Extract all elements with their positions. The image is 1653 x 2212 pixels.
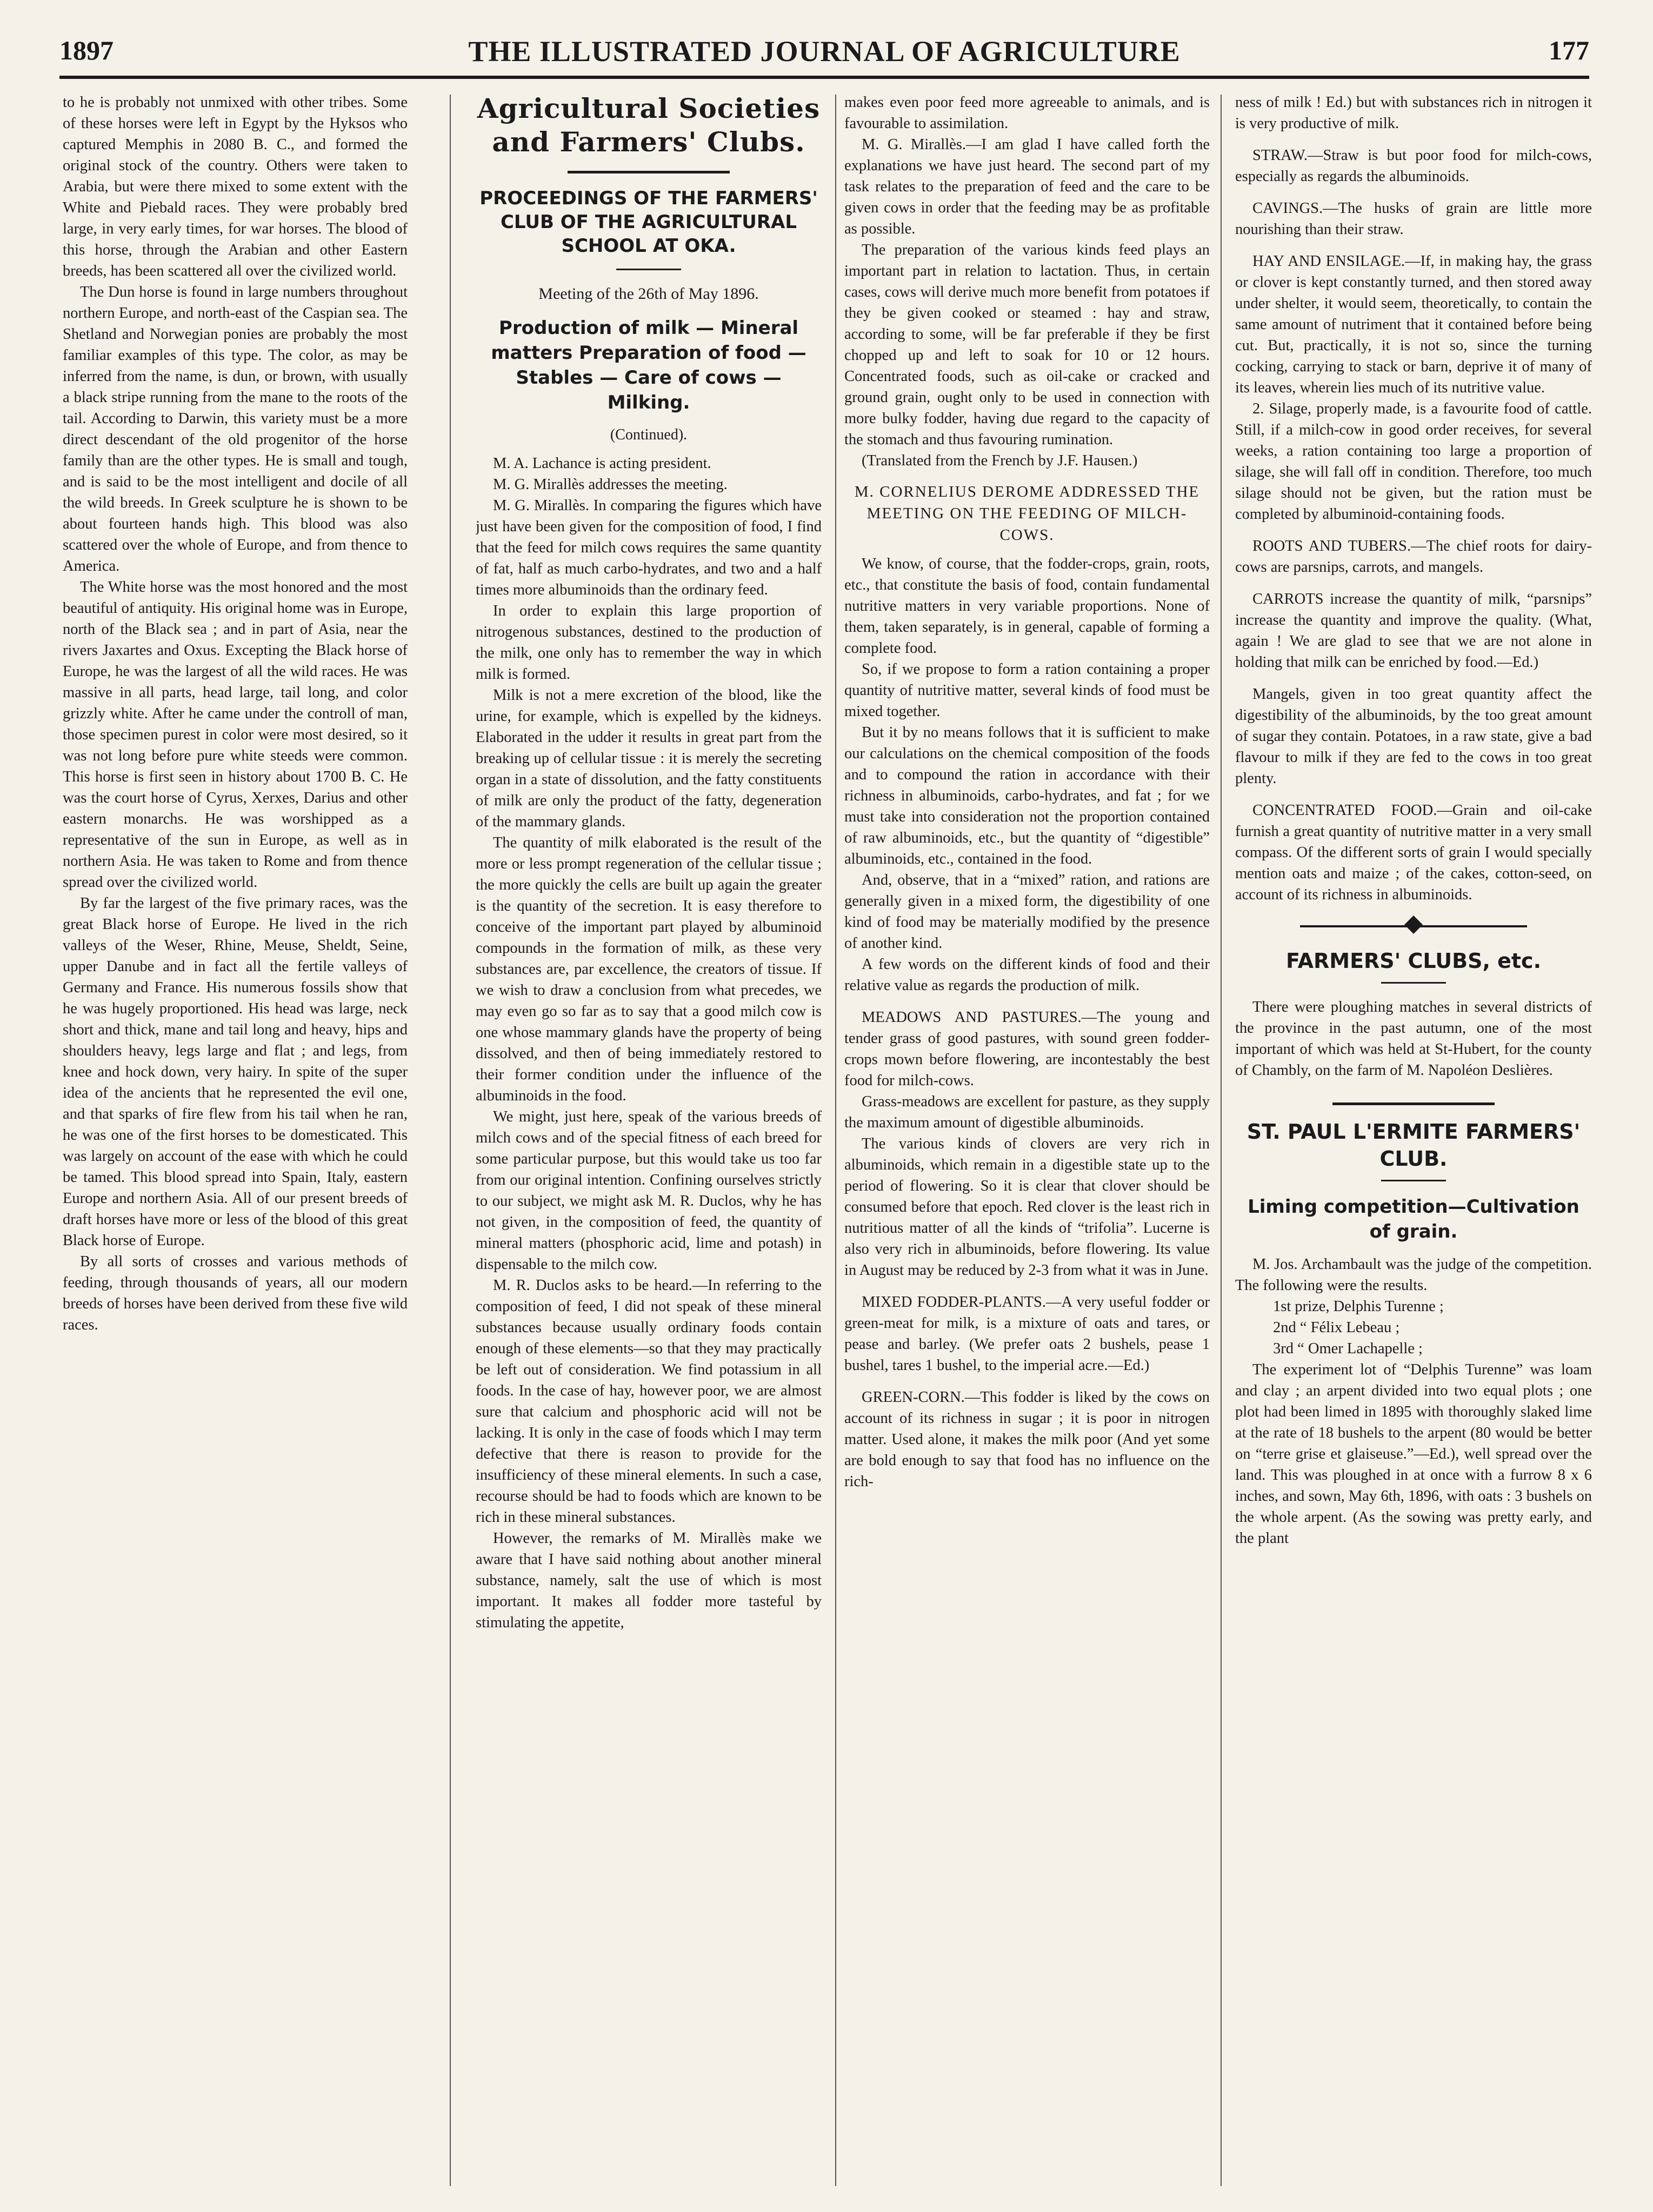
- divider: [1381, 1180, 1446, 1181]
- paragraph: Grass-meadows are excellent for pasture, as they supply the maximum amount of digestible albuminoids.: [844, 1093, 1210, 1131]
- article-heading: M. CORNELIUS DEROME ADDRESSED THE MEETING ON THE FEEDING OF MILCH-COWS.: [854, 483, 1200, 544]
- paragraph: CONCENTRATED FOOD.—Grain and oil-cake furnish a great quantity of nutritive matter in a very small compass. Of the different sorts of grain I would specially mention oats and maize ; of the cakes, cotton-seed, on account of its richness in albuminoids.: [1235, 802, 1592, 903]
- column-divider: [1221, 95, 1222, 2186]
- divider: [616, 269, 681, 270]
- paragraph: M. G. Mirallès addresses the meeting.: [493, 476, 728, 493]
- paragraph: But it by no means follows that it is sufficient to make our calculations on the chemical composition of the foods and to compound the ration in accordance with their richness in albuminoids, carbo-hydrates, and fat ; for we must take into consideration not the proportion contained of raw albuminoids, etc., but the quantity of “digestible” albuminoids, etc., contained in the food.: [844, 724, 1210, 867]
- paragraph: 2. Silage, properly made, is a favourite food of cattle. Still, if a milch-cow in good order receives, for several weeks, a ration containing too large a proportion of silage, she will fall off in condition. Therefore, too much silage should not be given, but the ration must be completed by albuminoid-containing foods.: [1235, 400, 1592, 523]
- paragraph: ness of milk ! Ed.) but with substances rich in nitrogen it is very productive of milk.: [1235, 94, 1592, 132]
- paragraph: M. Jos. Archambault was the judge of the competition. The following were the results.: [1235, 1256, 1592, 1294]
- paragraph: HAY AND ENSILAGE.—If, in making hay, the grass or clover is kept constantly turned, and then stored away under shelter, it would seem, theoretically, to contain the same amount of nutriment that it contained before being cut. But, practically, it is not so, since the turning cocking, carrying to stack or barn, deprive it of many of its leaves, wherein lies much of its nutritive value.: [1235, 253, 1592, 396]
- article-subheading: Liming competition—Cultivation of grain.: [1248, 1196, 1579, 1242]
- column-divider: [835, 95, 836, 2186]
- paragraph: ROOTS AND TUBERS.—The chief roots for dairy-cows are parsnips, carrots, and mangels.: [1235, 538, 1592, 576]
- journal-title: THE ILLUSTRATED JOURNAL OF AGRICULTURE: [468, 35, 1181, 68]
- column-2: [476, 92, 822, 2189]
- prize-line: 1st prize, Delphis Turenne ;: [1273, 1298, 1444, 1315]
- paragraph: CARROTS increase the quantity of milk, “parsnips” increase the quantity and improve the quality. (What, again ! We are glad to see that we are not alone in holding that milk can be enriched by food.—Ed.): [1235, 591, 1592, 671]
- paragraph: We might, just here, speak of the various breeds of milch cows and of the special fitness of each breed for some particular purpose, but this would take us too far from our original intention. Confining ourselves strictly to our subject, we might ask M. R. Duclos, why he has not given, in the composition of feed, the quantity of mineral matters (phosphoric acid, lime and potash) in dispensable to the milch cow.: [476, 1108, 822, 1273]
- paragraph: In order to explain this large proportion of nitrogenous substances, destined to the production of the milk, one only has to remember the way in which milk is formed.: [476, 603, 822, 683]
- paragraph: By far the largest of the five primary races, was the great Black horse of Europe. He lived in the rich valleys of the Weser, Rhine, Meuse, Sheldt, Seine, upper Danube and in fact all the fertile valleys of Germany and France. His numerous fossils show that he was hugely proportioned. His head was large, neck short and thick, mane and tail long and heavy, hips and shoulders heavy, legs large and flat ; and legs, from knee and hock down, very hairy. In spite of the super idea of the ancients that he represented the evil one, and that sparks of fire flew from his tail when he ran, he was one of the first horses to be domesticated. This was largely on account of the ease with which he could be tamed. This blood spread into Spain, Italy, eastern Europe and northern Asia. All of our present breeds of draft horses have more or less of the blood of this great Black horse of Europe.: [63, 895, 408, 1249]
- divider: [1332, 1102, 1495, 1105]
- paragraph: MEADOWS AND PASTURES.—The young and tender grass of good pastures, with sound green fodder-crops mown before flowering, are incontestably the best food for milch-cows.: [844, 1009, 1210, 1089]
- paragraph: There were ploughing matches in several districts of the province in the past autumn, one of the most important of which was held at St-Hubert, for the county of Chambly, on the farm of M. Napoléon Deslières.: [1235, 999, 1592, 1079]
- article-subheading: Production of milk — Mineral matters Preparation of food — Stables — Care of cows — Milking.: [491, 317, 806, 413]
- paragraph: A few words on the different kinds of food and their relative value as regards the production of milk.: [844, 956, 1210, 994]
- column-1: [63, 92, 408, 2189]
- page-header: [59, 27, 1589, 79]
- section-heading: FARMERS' CLUBS, etc.: [1285, 949, 1542, 973]
- paragraph: GREEN-CORN.—This fodder is liked by the cows on account of its richness in sugar ; it is poor in nitrogen matter. Used alone, it makes the milk poor (And yet some are bold enough to say that food has no influence on the rich-: [844, 1389, 1210, 1490]
- section-masthead: Agricultural Societies and Farmers' Clubs.: [477, 92, 821, 158]
- paragraph: Mangels, given in too great quantity affect the digestibility of the albuminoids, by the too great amount of sugar they contain. Potatoes, in a raw state, give a bad flavour to milk if they are fed to the cows in too great plenty.: [1235, 686, 1592, 787]
- paragraph: However, the remarks of M. Mirallès make we aware that I have said nothing about another mineral substance, namely, salt the use of which is most important. It makes all fodder more tasteful by stimulating the appetite,: [476, 1530, 822, 1631]
- column-3: [844, 92, 1210, 2189]
- column-4: [1235, 92, 1592, 2189]
- paragraph: M. A. Lachance is acting president.: [493, 455, 711, 472]
- prize-line: 2nd “ Félix Lebeau ;: [1273, 1319, 1400, 1336]
- prize-line: 3rd “ Omer Lachapelle ;: [1273, 1340, 1423, 1357]
- paragraph: Milk is not a mere excretion of the blood, like the urine, for example, which is expelled by the kidneys. Elaborated in the udder it results in great part from the breaking up of cellular tissue : it is merely the secreting organ in a state of dissolution, and the fatty constituents of milk are only the product of the fatty, degeneration of the mammary glands.: [476, 687, 822, 830]
- paragraph: STRAW.—Straw is but poor food for milch-cows, especially as regards the albuminoids.: [1235, 147, 1592, 185]
- continued-label: (Continued).: [610, 426, 688, 443]
- translation-credit: (Translated from the French by J.F. Hausen.): [862, 452, 1138, 469]
- paragraph: The experiment lot of “Delphis Turenne” was loam and clay ; an arpent divided into two equal plots ; one plot had been limed in 1895 with thoroughly slaked lime at the rate of 18 bushels to the arpent (80 would be better on “terre grise et glaiseuse.”—Ed.), well spread over the land. This was ploughed in at once with a furrow 8 x 6 inches, and sown, May 6th, 1896, with oats : 3 bushels on the whole arpent. (As the sowing was pretty early, and the plant: [1235, 1361, 1592, 1547]
- divider: [568, 171, 730, 173]
- paragraph: The Dun horse is found in large numbers throughout northern Europe, and north-east of the Caspian sea. The Shetland and Norwegian ponies are probably the most familiar examples of this type. The color, as may be inferred from the name, is dun, or brown, with usually a black stripe running from the mane to the roots of the tail. According to Darwin, this variety must be a more direct descendant of the old progenitor of the horse family than are the other types. He is small and tough, and is said to be the most intelligent and docile of all the wild breeds. In Greek sculpture he is shown to be about fourteen hands high. This blood was also scattered over the whole of Europe, and from thence to America.: [63, 284, 408, 574]
- divider: [1381, 982, 1446, 984]
- ornamental-divider: [1235, 918, 1592, 934]
- column-divider: [450, 95, 451, 2186]
- paragraph: By all sorts of crosses and various methods of feeding, through thousands of years, all our modern breeds of horses have been derived from these five wild races.: [63, 1253, 408, 1333]
- paragraph: M. G. Mirallès.—I am glad I have called forth the explanations we have just heard. The second part of my task relates to the preparation of feed and the care to be given cows in order that the feeding may be as profitable as possible.: [844, 136, 1210, 237]
- paragraph: And, observe, that in a “mixed” ration, and rations are generally given in a mixed form, the digestibility of one kind of food may be materially modified by the presence of another kind.: [844, 872, 1210, 952]
- paragraph: M. G. Mirallès. In comparing the figures which have just have been given for the composition of food, I find that the feed for milch cows requires the same quantity of fat, half as much carbo-hydrates, and two and a half times more albuminoids than the ordinary feed.: [476, 497, 822, 598]
- paragraph: The White horse was the most honored and the most beautiful of antiquity. His original home was in Europe, north of the Black sea ; and in part of Asia, near the rivers Jaxartes and Oxus. Excepting the Black horse of Europe, he was the largest of all the wild races. He was massive in all parts, head large, tail long, and color grizzly white. After he came under the controll of man, those specimen purest in color were most desired, so it was not long before pure white steeds were common. This horse is first seen in history about 1700 B. C. He was the court horse of Cyrus, Xerxes, Darius and other eastern monarchs. He was worshipped as a representative of the sun in Europe, as well as in northern Asia. He was taken to Rome and from thence spread over the civilized world.: [63, 579, 408, 891]
- paragraph: The various kinds of clovers are very rich in albuminoids, which remain in a digestible state up to the period of flowering. So it is clear that clover should be consumed before that epoch. Red clover is the least rich in nutritious matter of all the kinds of “trifolia”. Lucerne is also very rich in albuminoids, before flowering. Its value in August may be reduced by 2-3 from what it was in June.: [844, 1135, 1210, 1279]
- page-number: 177: [1549, 35, 1589, 65]
- paragraph: to he is probably not unmixed with other tribes. Some of these horses were left in Egypt by the Hyksos who captured Memphis in 2080 B. C., and formed the original stock of the country. Others were taken to Arabia, but were there mixed to some extent with the White and Piebald races. They were probably bred large, in very early times, for war horses. The blood of this horse, through the Arabian and other Eastern breeds, has been scattered all over the civilized world.: [63, 94, 408, 279]
- header-year: 1897: [59, 35, 114, 65]
- article-heading: PROCEEDINGS OF THE FARMERS' CLUB OF THE AGRICULTURAL SCHOOL AT OKA.: [479, 188, 818, 257]
- paragraph: We know, of course, that the fodder-crops, grain, roots, etc., that constitute the basis of food, contain fundamental nutritive matters in very variable proportions. None of them, taken separately, is in general, capable of forming a complete food.: [844, 556, 1210, 657]
- meeting-date: Meeting of the 26th of May 1896.: [538, 285, 759, 303]
- paragraph: makes even poor feed more agreeable to animals, and is favourable to assimilation.: [844, 94, 1210, 132]
- paragraph: MIXED FODDER-PLANTS.—A very useful fodder or green-meat for milk, is a mixture of oats and tares, or pease and barley. (We prefer oats 2 bushels, pease 1 bushel, tares 1 bushel, to the imperial acre.—Ed.): [844, 1294, 1210, 1374]
- paragraph: So, if we propose to form a ration containing a proper quantity of nutritive matter, several kinds of food must be mixed together.: [844, 661, 1210, 720]
- paragraph: The preparation of the various kinds feed plays an important part in relation to lactation. Thus, in certain cases, cows will derive much more benefit from potatoes if they be given cooked or steamed : hay and straw, according to some, will be far preferable if they be first chopped up and left to soak for 10 or 12 hours. Concentrated foods, such as oil-cake or cracked and ground grain, ought only to be used in connection with more bulky fodder, having due regard to the capacity of the stomach and thus favouring rumination.: [844, 242, 1210, 448]
- paragraph: The quantity of milk elaborated is the result of the more or less prompt regeneration of the cellular tissue ; the more quickly the cells are built up again the greater is the quantity of the secretion. It is easy therefore to conceive of the important part played by albuminoid compounds in the formation of milk, as these very substances are, par excellence, the creators of tissue. If we wish to draw a conclusion from what precedes, we may even go so far as to say that a good milch cow is one whose mammary glands have the property of being dissolved, and then of being immediately restored to their former condition under the influence of the albuminoids in the food.: [476, 834, 822, 1104]
- paragraph: M. R. Duclos asks to be heard.—In referring to the composition of feed, I did not speak of these mineral substances because usually ordinary foods contain enough of these elements—so that they may practically be left out of consideration. We find potassium in all foods. In the case of hay, however poor, we are almost sure that calcium and phosphoric acid will not be lacking. It is only in the case of foods which I may term defective that there is reason to provide for the insufficiency of these mineral elements. In such a case, recourse should be had to foods which are known to be rich in these mineral substances.: [476, 1277, 822, 1526]
- section-heading: ST. PAUL L'ERMITE FARMERS' CLUB.: [1247, 1120, 1581, 1171]
- paragraph: CAVINGS.—The husks of grain are little more nourishing than their straw.: [1235, 200, 1592, 238]
